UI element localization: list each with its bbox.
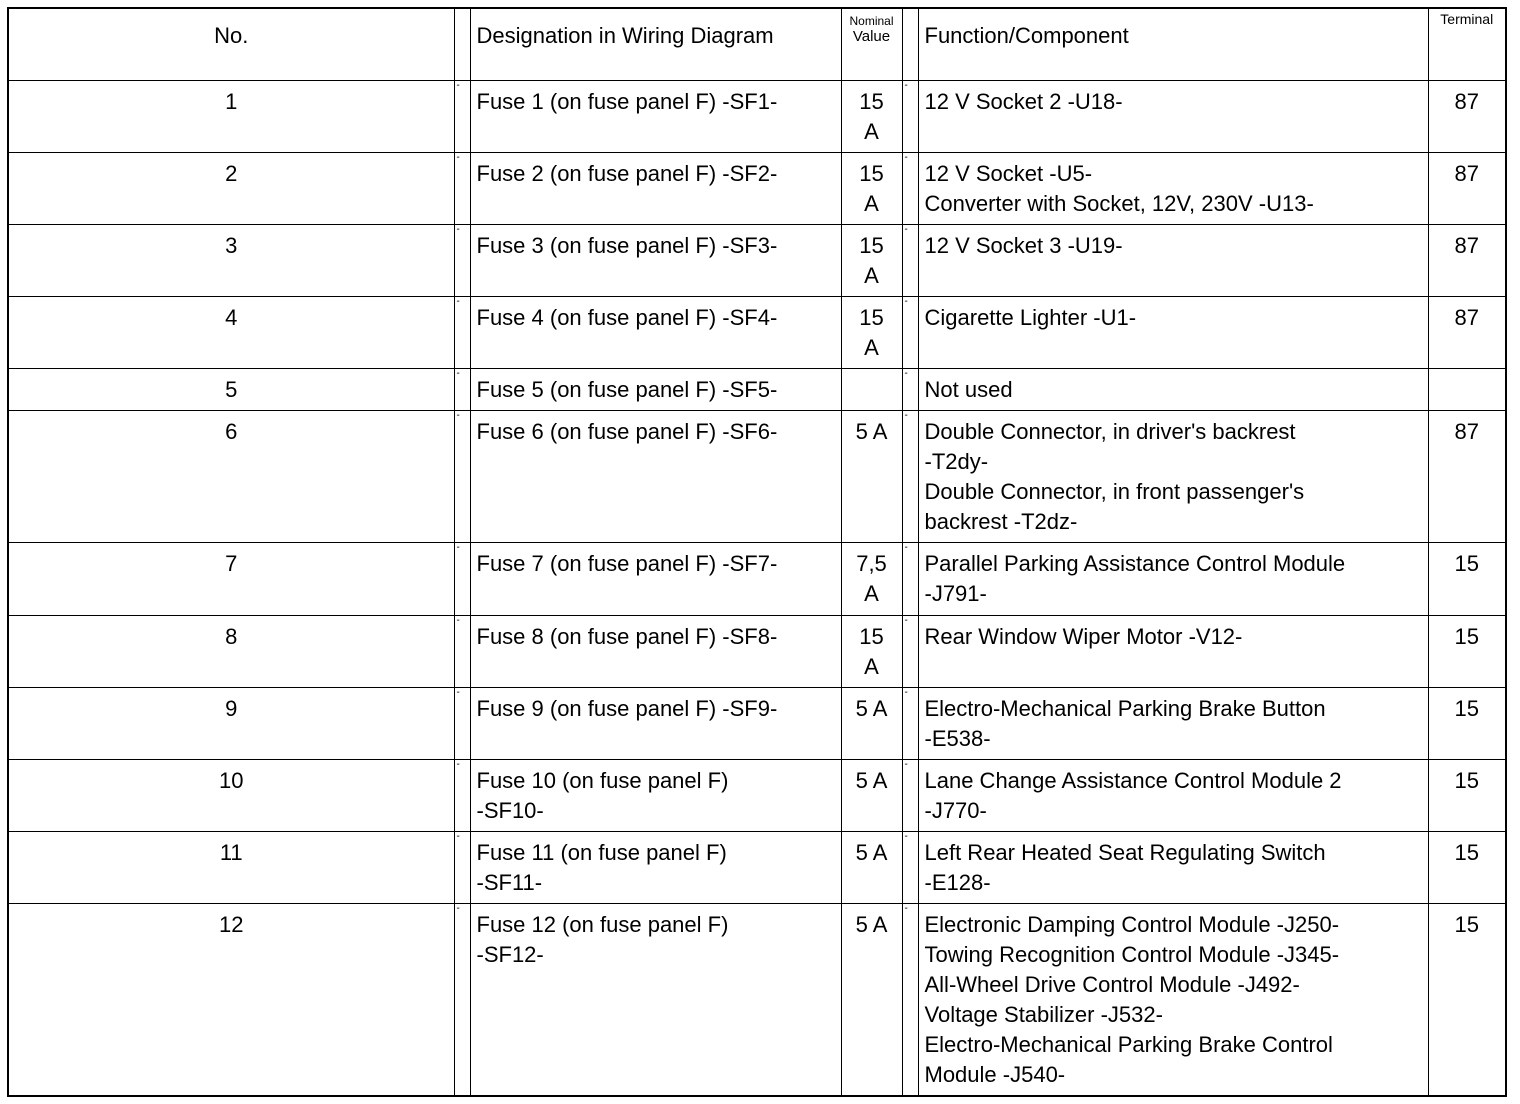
function-line: Cigarette Lighter -U1- xyxy=(924,304,1137,330)
spacer-mark: - xyxy=(456,903,460,915)
cell-function xyxy=(918,615,1428,687)
header-spacer xyxy=(454,8,470,80)
header-nominal-value xyxy=(841,8,902,80)
spacer-cell xyxy=(902,80,918,152)
nominal-value-line: 15 xyxy=(859,88,884,114)
function-line: 12 V Socket 2 -U18- xyxy=(924,88,1123,114)
cell-designation xyxy=(470,152,841,224)
spacer-cell xyxy=(454,80,470,152)
function-line: Voltage Stabilizer -J532- xyxy=(924,1002,1163,1028)
function-line: 12 V Socket 3 -U19- xyxy=(924,232,1123,258)
nominal-value-line: 5 A xyxy=(855,695,888,721)
spacer-cell xyxy=(454,615,470,687)
cell-designation xyxy=(470,831,841,903)
spacer-cell xyxy=(902,152,918,224)
spacer-mark: - xyxy=(904,410,908,422)
table-row xyxy=(8,296,1506,368)
spacer-cell xyxy=(454,687,470,759)
nominal-value-line: A xyxy=(864,190,879,216)
cell-terminal: 15 xyxy=(1428,543,1506,615)
function-line: Electro-Mechanical Parking Brake Control xyxy=(924,1032,1333,1058)
designation-line: Fuse 10 (on fuse panel F) xyxy=(476,767,729,793)
function-line: Not used xyxy=(924,377,1013,403)
cell-no: 8 xyxy=(8,615,454,687)
function-line: Module -J540- xyxy=(924,1062,1066,1088)
nominal-value-line: 15 xyxy=(859,160,884,186)
nominal-value-line: A xyxy=(864,262,879,288)
designation-line: Fuse 1 (on fuse panel F) -SF1- xyxy=(476,88,778,114)
cell-nominal-value xyxy=(841,759,902,831)
header-designation: Designation in Wiring Diagram xyxy=(470,8,841,80)
cell-nominal-value xyxy=(841,543,902,615)
cell-no: 6 xyxy=(8,411,454,543)
cell-nominal-value xyxy=(841,224,902,296)
spacer-cell xyxy=(902,904,918,1096)
spacer-mark: - xyxy=(904,615,908,626)
table-row xyxy=(8,224,1506,296)
function-line: 12 V Socket -U5- xyxy=(924,160,1093,186)
cell-terminal: 15 xyxy=(1428,904,1506,1096)
cell-no: 3 xyxy=(8,224,454,296)
spacer-cell xyxy=(454,759,470,831)
cell-function xyxy=(918,411,1428,543)
designation-line: -SF12- xyxy=(476,942,544,968)
cell-terminal: 87 xyxy=(1428,152,1506,224)
function-line: backrest -T2dz- xyxy=(924,509,1078,535)
function-line: -J791- xyxy=(924,581,987,607)
spacer-mark: - xyxy=(456,296,460,307)
function-line: All-Wheel Drive Control Module -J492- xyxy=(924,972,1300,998)
table-row xyxy=(8,543,1506,615)
cell-nominal-value xyxy=(841,152,902,224)
cell-terminal: 15 xyxy=(1428,615,1506,687)
nominal-value-line: A xyxy=(864,653,879,679)
spacer-cell xyxy=(902,759,918,831)
cell-function xyxy=(918,80,1428,152)
function-line: Electronic Damping Control Module -J250- xyxy=(924,912,1340,938)
cell-nominal-value xyxy=(841,831,902,903)
function-line: Double Connector, in front passenger's xyxy=(924,479,1305,505)
header-nominal-line1: Nominal xyxy=(849,14,894,28)
nominal-value-line: 5 A xyxy=(855,912,888,938)
cell-designation xyxy=(470,224,841,296)
cell-function xyxy=(918,904,1428,1096)
spacer-mark: - xyxy=(456,759,460,770)
nominal-value-line: A xyxy=(864,334,879,360)
fuse-table xyxy=(7,7,1507,1097)
spacer-cell xyxy=(902,369,918,411)
cell-nominal-value xyxy=(841,615,902,687)
spacer-mark: - xyxy=(904,831,908,842)
cell-nominal-value xyxy=(841,369,902,411)
spacer-mark: - xyxy=(904,224,908,235)
table-row xyxy=(8,152,1506,224)
cell-function xyxy=(918,369,1428,411)
header-spacer xyxy=(902,8,918,80)
spacer-cell xyxy=(454,411,470,543)
spacer-mark: - xyxy=(904,152,908,163)
spacer-mark: - xyxy=(904,687,908,698)
function-line: Lane Change Assistance Control Module 2 xyxy=(924,767,1342,793)
table-row xyxy=(8,615,1506,687)
nominal-value-line: A xyxy=(864,118,879,144)
header-terminal: Terminal xyxy=(1428,8,1506,80)
cell-designation xyxy=(470,80,841,152)
spacer-cell xyxy=(454,904,470,1096)
cell-function xyxy=(918,152,1428,224)
cell-designation xyxy=(470,543,841,615)
spacer-mark: - xyxy=(456,831,460,842)
spacer-mark: - xyxy=(456,687,460,698)
spacer-cell xyxy=(902,224,918,296)
nominal-value-line: 15 xyxy=(859,232,884,258)
cell-designation xyxy=(470,615,841,687)
function-line: Double Connector, in driver's backrest xyxy=(924,419,1296,445)
cell-nominal-value xyxy=(841,904,902,1096)
designation-line: Fuse 11 (on fuse panel F) xyxy=(476,839,727,865)
spacer-mark: - xyxy=(904,368,908,380)
function-line: -E538- xyxy=(924,725,991,751)
spacer-cell xyxy=(454,831,470,903)
header-row xyxy=(8,8,1506,80)
cell-no: 12 xyxy=(8,904,454,1096)
cell-function xyxy=(918,543,1428,615)
cell-terminal: 87 xyxy=(1428,411,1506,543)
cell-no: 9 xyxy=(8,687,454,759)
header-nominal-line2: Value xyxy=(852,28,891,45)
cell-no: 5 xyxy=(8,369,454,411)
header-function: Function/Component xyxy=(918,8,1428,80)
function-line: Electro-Mechanical Parking Brake Button xyxy=(924,695,1326,721)
function-line: -E128- xyxy=(924,869,991,895)
designation-line: Fuse 4 (on fuse panel F) -SF4- xyxy=(476,304,778,330)
cell-function xyxy=(918,224,1428,296)
nominal-value-line: 15 xyxy=(859,623,884,649)
nominal-value-line: 5 A xyxy=(855,767,888,793)
cell-terminal: 87 xyxy=(1428,224,1506,296)
nominal-value-line: 15 xyxy=(859,304,884,330)
nominal-value-line: 7,5 xyxy=(856,551,887,577)
table-row xyxy=(8,831,1506,903)
table-body xyxy=(8,80,1506,1096)
cell-designation xyxy=(470,904,841,1096)
spacer-cell xyxy=(902,296,918,368)
nominal-value-line: A xyxy=(864,581,879,607)
cell-function xyxy=(918,759,1428,831)
table-row xyxy=(8,904,1506,1096)
spacer-mark: - xyxy=(456,410,460,422)
cell-terminal: 87 xyxy=(1428,296,1506,368)
designation-line: -SF10- xyxy=(476,797,544,823)
spacer-mark: - xyxy=(456,80,460,91)
spacer-mark: - xyxy=(456,152,460,163)
spacer-cell xyxy=(454,296,470,368)
table-row xyxy=(8,80,1506,152)
spacer-cell xyxy=(902,615,918,687)
cell-function xyxy=(918,831,1428,903)
cell-nominal-value xyxy=(841,411,902,543)
designation-line: Fuse 2 (on fuse panel F) -SF2- xyxy=(476,160,778,186)
cell-designation xyxy=(470,759,841,831)
spacer-cell xyxy=(902,831,918,903)
spacer-cell xyxy=(902,687,918,759)
cell-designation xyxy=(470,411,841,543)
cell-terminal: 87 xyxy=(1428,80,1506,152)
table-row xyxy=(8,369,1506,411)
cell-nominal-value xyxy=(841,687,902,759)
cell-no: 1 xyxy=(8,80,454,152)
cell-no: 11 xyxy=(8,831,454,903)
function-line: Towing Recognition Control Module -J345- xyxy=(924,942,1340,968)
designation-line: Fuse 12 (on fuse panel F) xyxy=(476,912,729,938)
cell-terminal: 15 xyxy=(1428,759,1506,831)
function-line: Rear Window Wiper Motor -V12- xyxy=(924,623,1243,649)
designation-line: Fuse 5 (on fuse panel F) -SF5- xyxy=(476,377,778,403)
spacer-cell xyxy=(454,369,470,411)
designation-line: Fuse 9 (on fuse panel F) -SF9- xyxy=(476,695,778,721)
designation-line: Fuse 6 (on fuse panel F) -SF6- xyxy=(476,419,778,445)
function-line: -J770- xyxy=(924,797,987,823)
spacer-mark: - xyxy=(456,224,460,235)
cell-nominal-value xyxy=(841,80,902,152)
cell-function xyxy=(918,296,1428,368)
spacer-cell xyxy=(902,411,918,543)
cell-designation xyxy=(470,687,841,759)
spacer-mark: - xyxy=(904,542,908,554)
designation-line: Fuse 3 (on fuse panel F) -SF3- xyxy=(476,232,778,258)
designation-line: Fuse 8 (on fuse panel F) -SF8- xyxy=(476,623,778,649)
cell-function xyxy=(918,687,1428,759)
spacer-mark: - xyxy=(904,903,908,915)
spacer-cell xyxy=(454,224,470,296)
cell-no: 2 xyxy=(8,152,454,224)
designation-line: -SF11- xyxy=(476,869,543,895)
spacer-cell xyxy=(454,152,470,224)
cell-designation xyxy=(470,296,841,368)
spacer-cell xyxy=(454,543,470,615)
function-line: Parallel Parking Assistance Control Module xyxy=(924,551,1346,577)
cell-terminal: 15 xyxy=(1428,831,1506,903)
spacer-mark: - xyxy=(456,368,460,380)
spacer-mark: - xyxy=(904,759,908,770)
cell-no: 7 xyxy=(8,543,454,615)
table-row xyxy=(8,759,1506,831)
designation-line: Fuse 7 (on fuse panel F) -SF7- xyxy=(476,551,778,577)
cell-no: 4 xyxy=(8,296,454,368)
function-line: -T2dy- xyxy=(924,449,989,475)
spacer-mark: - xyxy=(904,296,908,307)
cell-no: 10 xyxy=(8,759,454,831)
spacer-cell xyxy=(902,543,918,615)
function-line: Converter with Socket, 12V, 230V -U13- xyxy=(924,190,1314,216)
spacer-mark: - xyxy=(456,542,460,554)
nominal-value-line: 5 A xyxy=(855,419,888,445)
cell-terminal: 15 xyxy=(1428,687,1506,759)
function-line: Left Rear Heated Seat Regulating Switch xyxy=(924,839,1326,865)
cell-terminal xyxy=(1428,369,1506,411)
header-no: No. xyxy=(8,8,454,80)
spacer-mark: - xyxy=(904,80,908,91)
table-row xyxy=(8,411,1506,543)
table-row xyxy=(8,687,1506,759)
nominal-value-line: 5 A xyxy=(855,839,888,865)
spacer-mark: - xyxy=(456,615,460,626)
cell-designation xyxy=(470,369,841,411)
cell-nominal-value xyxy=(841,296,902,368)
